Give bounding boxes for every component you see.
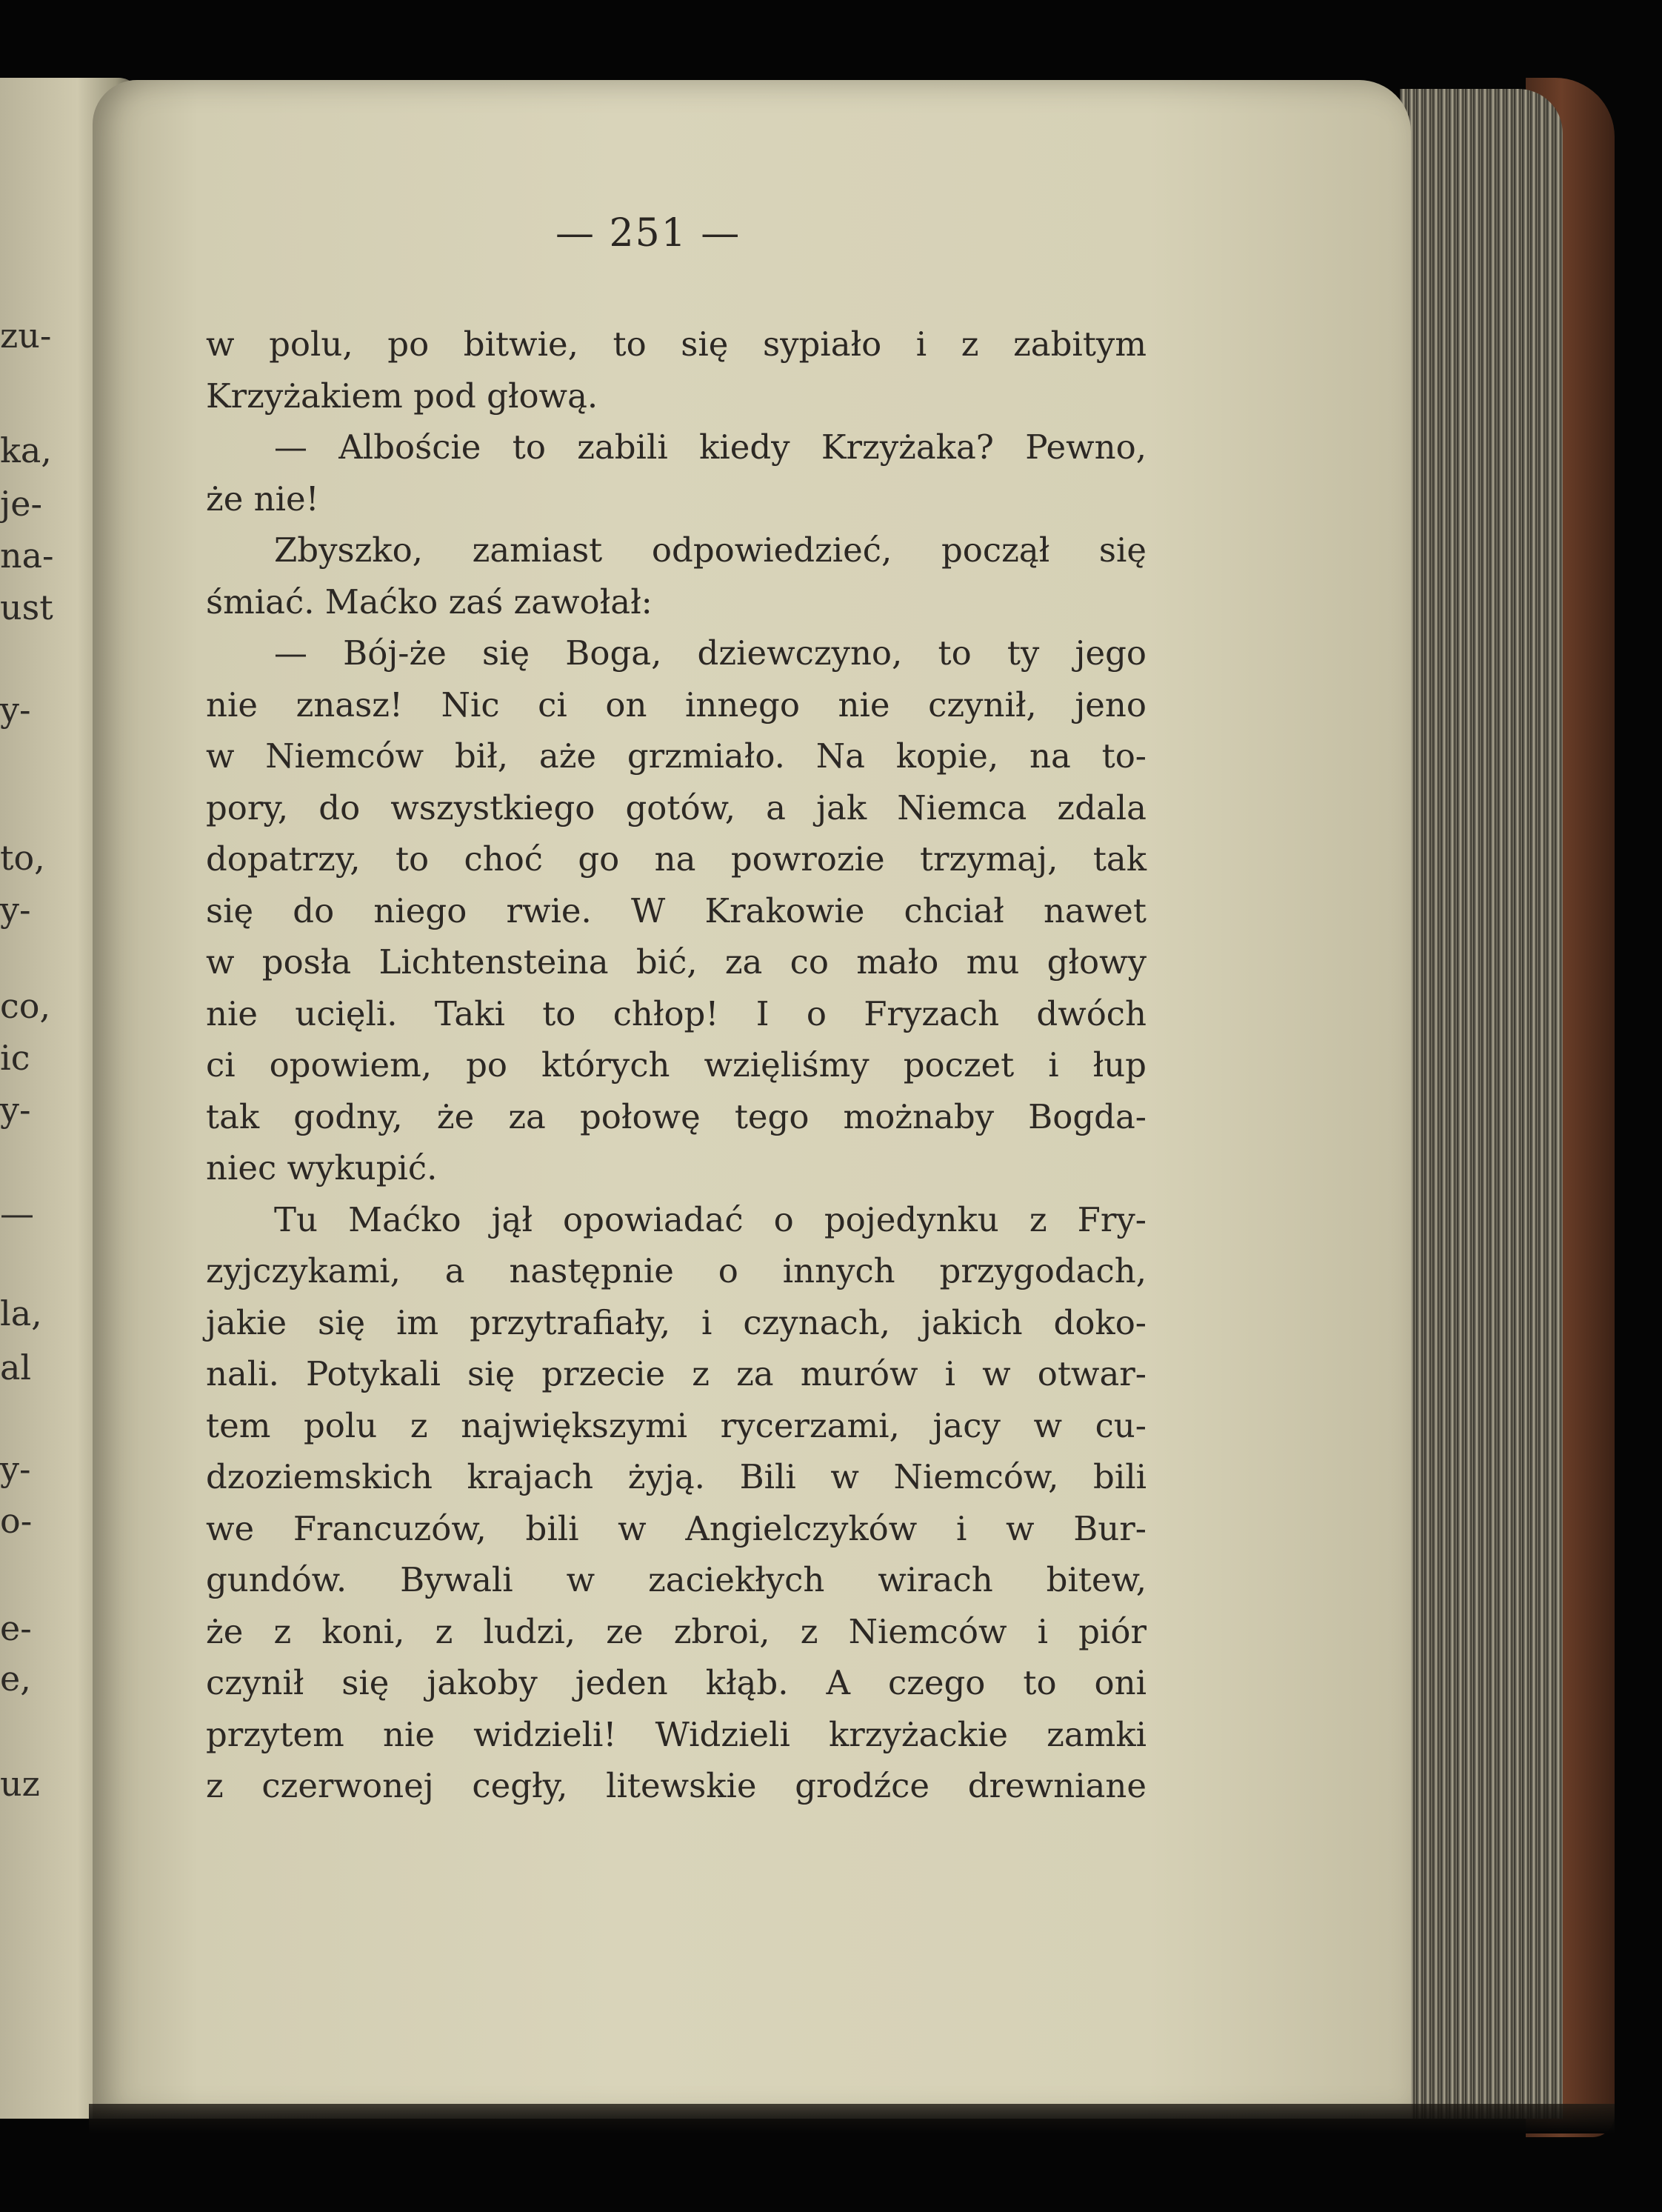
text-line: Zbyszko, zamiast odpowiedzieć, począł się [274,530,1147,570]
facing-page-fragment: uz [0,1764,40,1804]
text-line: z czerwonej cegły, litewskie grodźce drewniane [206,1766,1147,1805]
text-line: w polu, po bitwie, to się sypiało i z zabitym [206,324,1147,364]
facing-page-fragment: la, [0,1293,42,1333]
facing-page-fragment: y- [0,1090,31,1130]
text-line: dopatrzy, to choć go na powrozie trzymaj, tak [206,839,1147,879]
text-line: zyjczykami, a następnie o innych przygodach, [206,1251,1147,1290]
facing-page-fragment: co, [0,986,51,1026]
page-number: — 251 — [555,211,741,256]
text-line: dzoziemskich krajach żyją. Bili w Niemców, bili [206,1457,1147,1496]
facing-page-fragment: ust [0,587,53,627]
text-line: ci opowiem, po których wzięliśmy poczet i łup [206,1045,1147,1085]
text-line: nie ucięli. Taki to chłop! I o Fryzach dwóch [206,993,1147,1033]
text-line: przytem nie widzieli! Widzieli krzyżackie zamki [206,1714,1147,1754]
text-line: niec wykupić. [206,1148,438,1187]
text-line: w posła Lichtensteina bić, za co mało mu głowy [206,942,1147,982]
facing-page-fragment: y- [0,890,31,930]
text-line: czynił się jakoby jeden kłąb. A czego to oni [206,1663,1147,1702]
text-line: nali. Potykali się przecie z za murów i w otwar- [206,1354,1147,1393]
page-bottom-shadow [89,2104,1615,2133]
page-block-edges [1400,89,1563,2119]
text-line: że nie! [206,479,319,519]
facing-page-fragment: — [0,1193,34,1233]
facing-page-fragment: zu- [0,316,52,356]
facing-page-fragment: o- [0,1501,33,1541]
text-line: tem polu z największymi rycerzami, jacy w cu- [206,1405,1147,1445]
facing-page-fragment: je- [0,484,43,524]
facing-page-fragment: e, [0,1659,31,1699]
text-line: nie znasz! Nic ci on innego nie czynił, jeno [206,684,1147,724]
facing-page-fragment: y- [0,1449,31,1489]
facing-page-fragment: ka, [0,430,52,470]
text-line: jakie się im przytrafiały, i czynach, jakich doko- [206,1302,1147,1342]
text-line: — Bój-że się Boga, dziewczyno, to ty jego [274,633,1147,673]
facing-page-fragment: e- [0,1608,32,1648]
facing-page-fragment: to, [0,838,45,878]
text-line: we Francuzów, bili w Angielczyków i w Bur- [206,1508,1147,1548]
text-line: się do niego rwie. W Krakowie chciał nawet [206,890,1147,930]
text-line: Krzyżakiem pod głową. [206,376,598,416]
text-line: że z koni, z ludzi, ze zbroi, z Niemców i piór [206,1611,1147,1651]
facing-page-fragment: na- [0,536,54,576]
text-line: — Alboście to zabili kiedy Krzyżaka? Pewno, [274,427,1147,467]
text-line: tak godny, że za połowę tego możnaby Bogda- [206,1096,1147,1136]
text-line: pory, do wszystkiego gotów, a jak Niemca zdala [206,787,1147,827]
text-line: w Niemców bił, aże grzmiało. Na kopie, na to- [206,736,1147,776]
facing-page-fragment: al [0,1347,32,1388]
text-line: Tu Maćko jął opowiadać o pojedynku z Fry- [274,1199,1147,1239]
facing-page-fragment: y- [0,690,31,730]
facing-page-fragment: ic [0,1038,30,1078]
text-line: gundów. Bywali w zaciekłych wirach bitew, [206,1560,1147,1599]
text-line: śmiać. Maćko zaś zawołał: [206,582,653,622]
body-text [206,319,1147,1812]
